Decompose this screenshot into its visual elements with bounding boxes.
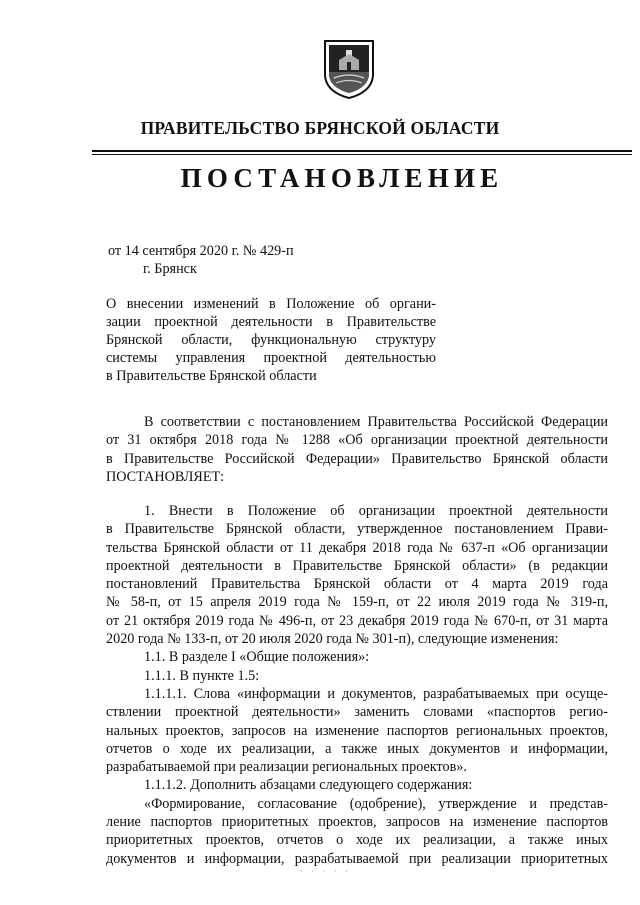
header-divider-thin bbox=[92, 154, 632, 155]
body-line: постановлений Правительства Брянской области от 4 марта 2019 года bbox=[106, 576, 608, 593]
body-line: от 21 октября 2019 года № 496-п, от 23 декабря 2019 года № 670-п, от 31 марта bbox=[106, 612, 608, 629]
body-line: № 58-п, от 15 апреля 2019 года № 159-п, от 22 июля 2019 года № 319-п, bbox=[106, 594, 608, 611]
document-city: г. Брянск bbox=[143, 261, 197, 277]
organization-name: ПРАВИТЕЛЬСТВО БРЯНСКОЙ ОБЛАСТИ bbox=[140, 118, 500, 138]
document-subject bbox=[106, 295, 436, 385]
body-line: приоритетных проектов, отчетов о ходе их реализации, а также иных bbox=[106, 832, 608, 849]
body-line: 1.1.1. В пункте 1.5: bbox=[144, 667, 260, 684]
body-line: 1.1.1.1. Слова «информации и документов, разрабатываемых при осуще- bbox=[144, 685, 608, 702]
main-body-text bbox=[106, 502, 608, 868]
body-line: в Правительстве Брянской области, утвержденное постановлением Прави- bbox=[106, 521, 608, 538]
subject-line: зации проектной деятельности в Правительстве bbox=[106, 314, 436, 330]
preamble-line: от 31 октября 2018 года № 1288 «Об организации проектной деятельности bbox=[106, 432, 608, 449]
subject-line: системы управления проектной деятельностью bbox=[106, 350, 436, 366]
body-line: разрабатываемой при реализации региональных проектов». bbox=[106, 759, 467, 776]
preamble-line: В соответствии с постановлением Правительства Российской Федерации bbox=[144, 414, 608, 430]
preamble-line: в Правительстве Российской Федерации» Правительство Брянской области bbox=[106, 450, 608, 467]
page-footer-mark: · · · · · bbox=[300, 866, 351, 876]
document-type-title: ПОСТАНОВЛЕНИЕ bbox=[180, 163, 504, 193]
body-line: 1.1.1.2. Дополнить абзацами следующего содержания: bbox=[144, 777, 473, 794]
body-line: тельства Брянской области от 11 декабря 2018 года № 637-п «Об организации bbox=[106, 539, 608, 556]
header-divider-thick bbox=[92, 150, 632, 152]
body-line: ствлении проектной деятельности» заменить словами «паспортов регио- bbox=[106, 704, 608, 721]
body-line: проектной деятельности в Правительстве Брянской области» (в редакции bbox=[106, 557, 608, 574]
body-line: 1.1. В разделе I «Общие положения»: bbox=[144, 649, 370, 666]
body-line: отчетов о ходе их реализации, а также иных документов и информации, bbox=[106, 740, 608, 757]
body-line: документов и информации, разрабатываемой при реализации приоритетных bbox=[106, 850, 608, 867]
body-line: 1. Внести в Положение об организации проектной деятельности bbox=[144, 503, 608, 519]
body-line: ление паспортов приоритетных проектов, запросов на изменение паспортов bbox=[106, 814, 608, 831]
preamble-line: ПОСТАНОВЛЯЕТ: bbox=[106, 468, 225, 485]
preamble-paragraph bbox=[106, 413, 608, 486]
subject-line: О внесении изменений в Положение об органи- bbox=[106, 296, 436, 312]
document-date-number: от 14 сентября 2020 г. № 429-п bbox=[108, 243, 294, 259]
subject-line: в Правительстве Брянской области bbox=[106, 368, 317, 384]
coat-of-arms-emblem bbox=[322, 38, 376, 100]
body-line: 2020 года № 133-п, от 20 июля 2020 года № 301-п), следующие изменения: bbox=[106, 631, 559, 648]
body-line: нальных проектов, запросов на изменение паспортов региональных проектов, bbox=[106, 722, 608, 739]
body-line: «Формирование, согласование (одобрение), утверждение и представ- bbox=[144, 795, 608, 812]
subject-line: Брянской области, функциональную структуру bbox=[106, 332, 436, 348]
